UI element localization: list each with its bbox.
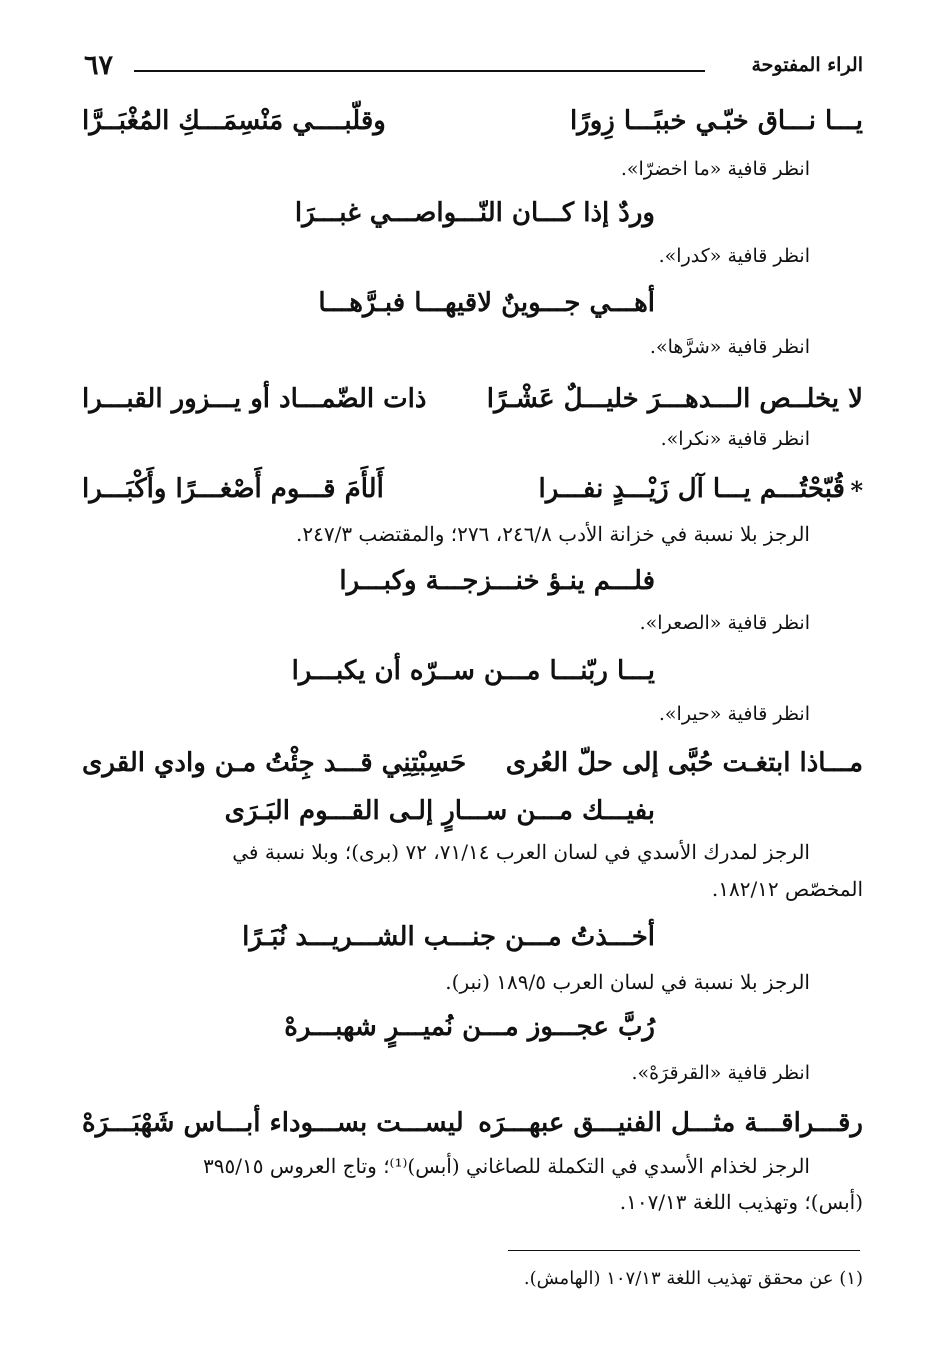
verse-line: وردٌ إذا كـــان النّـــواصـــي غبـــرَا <box>294 198 655 228</box>
verse-line: بفيـــك مـــن ســـارٍ إلـى القـــوم البَـرَى <box>224 796 655 826</box>
verse-hemistich-right: لا يخلــص الـــدهـــرَ خليـــلٌ عَشْـرًا <box>486 384 863 414</box>
cross-reference: انظر قافية «حيرا». <box>658 703 810 725</box>
source-note-line: (أبس)؛ وتهذيب اللغة ١٠٧/١٣. <box>619 1190 863 1214</box>
verse-line: أهـــي جـــوينٌ لاقيهـــا فبـرَّهـــا <box>318 288 655 318</box>
verse-line: فلـــم ينـؤ خنـــزجـــة وكبـــرا <box>339 566 655 596</box>
header-rule <box>134 70 705 72</box>
cross-reference: انظر قافية «كدرا». <box>658 245 810 267</box>
running-title: الراء المفتوحة <box>751 54 863 76</box>
verse-hemistich-left: وقلّبــــي مَنْسِمَـــكِ المُغْبَــرَّا <box>82 106 386 136</box>
verse-hemistich-left: ذات الضّمـــاد أو يـــزور القبـــرا <box>82 384 427 414</box>
verse-hemistich-right: قُبّحْتُـــم يـــا آل زَيْـــدٍ نفـــرا <box>538 474 845 504</box>
asterisk-marker: * <box>850 476 863 505</box>
cross-reference: انظر قافية «القرقرَهْ». <box>631 1062 810 1084</box>
cross-reference: انظر قافية «نكرا». <box>660 428 810 450</box>
verse-line: يـــا ربّنـــا مـــن ســرّه أن يكبـــرا <box>291 656 655 686</box>
verse-line: أخـــذتُ مـــن جنـــب الشـــريـــد نُبَـرًا <box>242 922 655 952</box>
verse-hemistich-left: ليســـت بســـوداء أبـــاس شَهْبَـــرَهْ <box>82 1108 464 1138</box>
verse-hemistich-right: مـــاذا ابتغـت حُبَّى إلى حلّ العُرى <box>505 748 863 778</box>
footnote-rule <box>508 1250 860 1251</box>
source-note: الرجز بلا نسبة في خزانة الأدب ٢٤٦/٨، ٢٧٦؛ والمقتضب ٢٤٧/٣. <box>296 522 810 546</box>
page-number: ٦٧ <box>84 50 114 81</box>
source-note-line: المخصّص ١٨٢/١٢. <box>711 877 863 901</box>
cross-reference: انظر قافية «ما اخضرّا». <box>620 158 810 180</box>
verse-hemistich-left: أَلأَمَ قـــوم أَصْغـــرًا وأَكْبَـــرا <box>82 474 384 504</box>
verse-line: رُبَّ عجـــوز مـــن نُميـــرٍ شهبـــرهْ <box>284 1012 655 1042</box>
verse-hemistich-left: حَسِبْتِنِي قـــد جِئْتُ مـن وادي القرى <box>82 748 467 778</box>
source-note: الرجز بلا نسبة في لسان العرب ١٨٩/٥ (نبر). <box>445 970 810 994</box>
page-header <box>72 50 863 86</box>
source-note-line: الرجز لخذام الأسدي في التكملة للصاغاني (أبس)⁽¹⁾؛ وتاج العروس ٣٩٥/١٥ <box>203 1154 810 1178</box>
cross-reference: انظر قافية «الصعرا». <box>639 612 810 634</box>
verse-hemistich-right: رقـــراقـــة مثـــل الفنيـــق عبهـــرَه <box>478 1108 863 1138</box>
source-note-line: الرجز لمدرك الأسدي في لسان العرب ٧١/١٤، ٧٢ (برى)؛ وبلا نسبة في <box>232 840 810 864</box>
footnote: (١) عن محقق تهذيب اللغة ١٠٧/١٣ (الهامش). <box>523 1268 863 1289</box>
cross-reference: انظر قافية «شرَّها». <box>649 336 810 358</box>
verse-hemistich-right: يـــا نـــاق خبّـي خببًـــا زِورًا <box>569 106 863 136</box>
